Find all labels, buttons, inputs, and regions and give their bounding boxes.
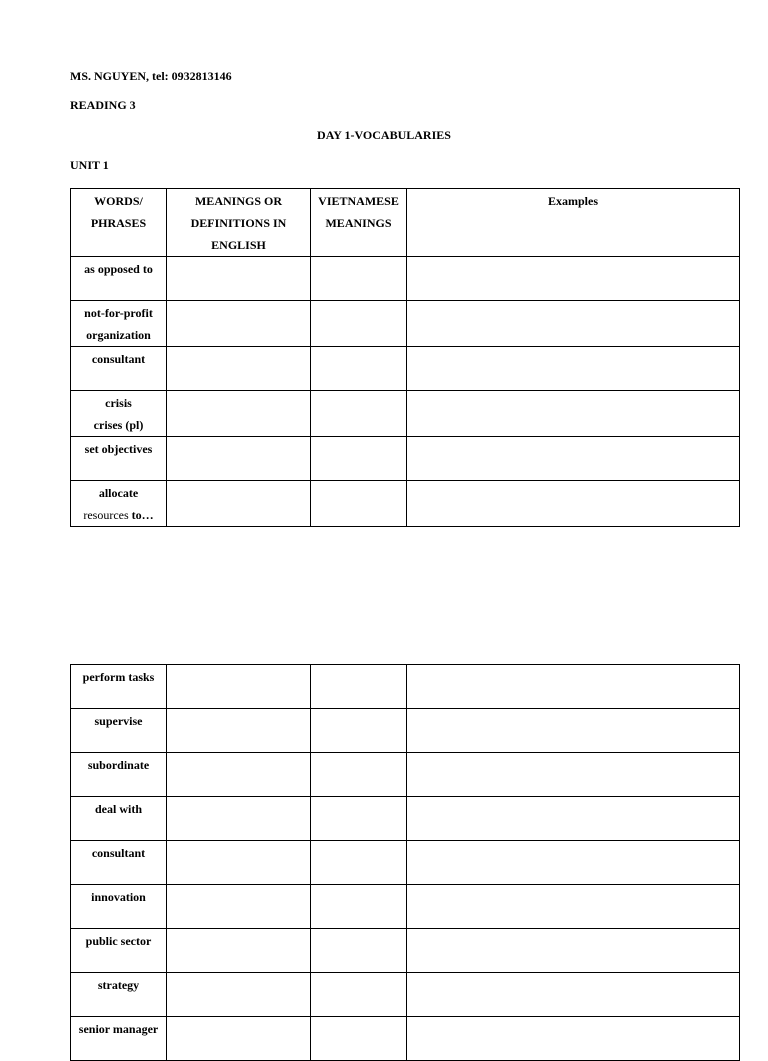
vietnamese-cell[interactable] [311,257,407,301]
example-cell[interactable] [407,665,740,709]
table-row [71,347,740,391]
word-cell: deal with [71,797,167,841]
meaning-cell[interactable] [167,797,311,841]
vietnamese-cell[interactable] [311,665,407,709]
word-text: as opposed to [84,262,153,276]
word-cell [71,391,167,437]
meaning-cell[interactable] [167,929,311,973]
table-row [71,973,740,1017]
vietnamese-cell[interactable] [311,347,407,391]
table-row [71,885,740,929]
word-text: not-for-profit [84,306,153,320]
table-row [71,1017,740,1061]
vietnamese-cell[interactable] [311,391,407,437]
column-header-vietnamese-meanings: VIETNAMESE MEANINGS [311,189,407,257]
example-cell[interactable] [407,481,740,527]
example-cell[interactable] [407,1017,740,1061]
vietnamese-cell[interactable] [311,1017,407,1061]
word-text: crisis [105,396,132,410]
day-title: DAY 1-VOCABULARIES [317,128,451,142]
word-text: crises (pl) [93,418,144,432]
word-cell: innovation [71,885,167,929]
vietnamese-cell[interactable] [311,841,407,885]
meaning-cell[interactable] [167,437,311,481]
word-cell [71,437,167,481]
column-header-words: WORDS/ PHRASES [71,189,167,257]
word-text: allocate [98,486,139,500]
word-text: resources [83,508,129,522]
example-cell[interactable] [407,301,740,347]
word-cell: strategy [71,973,167,1017]
table-row [71,929,740,973]
meaning-cell[interactable] [167,347,311,391]
word-cell: senior manager [71,1017,167,1061]
table-row [71,753,740,797]
table-row [71,797,740,841]
table-row [71,301,740,347]
vietnamese-cell[interactable] [311,885,407,929]
table-header-row [71,189,740,257]
vietnamese-cell[interactable] [311,481,407,527]
vietnamese-cell[interactable] [311,437,407,481]
teacher-contact: MS. NGUYEN, tel: 0932813146 [70,69,232,83]
word-cell [71,257,167,301]
example-cell[interactable] [407,437,740,481]
word-text: to… [131,508,154,522]
course-title: READING 3 [70,98,136,112]
unit-title: UNIT 1 [70,158,109,172]
vietnamese-cell[interactable] [311,797,407,841]
vocabulary-table-1 [70,188,740,527]
vietnamese-cell[interactable] [311,929,407,973]
word-cell: perform tasks [71,665,167,709]
meaning-cell[interactable] [167,481,311,527]
word-cell: public sector [71,929,167,973]
word-text: organization [86,328,151,342]
word-text: set objectives [84,442,153,456]
meaning-cell[interactable] [167,885,311,929]
word-cell: subordinate [71,753,167,797]
word-cell [71,347,167,391]
example-cell[interactable] [407,391,740,437]
meaning-cell[interactable] [167,257,311,301]
table-row [71,709,740,753]
table-row [71,481,740,527]
vietnamese-cell[interactable] [311,301,407,347]
vietnamese-cell[interactable] [311,709,407,753]
vocabulary-table-2 [70,664,740,1061]
table-row [71,391,740,437]
word-cell: supervise [71,709,167,753]
word-phrase-line [73,504,164,526]
example-cell[interactable] [407,841,740,885]
word-text: consultant [91,352,146,366]
meaning-cell[interactable] [167,841,311,885]
example-cell[interactable] [407,885,740,929]
example-cell[interactable] [407,973,740,1017]
vietnamese-cell[interactable] [311,973,407,1017]
column-header-examples: Examples [407,189,740,257]
meaning-cell[interactable] [167,753,311,797]
example-cell[interactable] [407,797,740,841]
example-cell[interactable] [407,257,740,301]
example-cell[interactable] [407,709,740,753]
column-header-english-meanings: MEANINGS OR DEFINITIONS IN ENGLISH [167,189,311,257]
vietnamese-cell[interactable] [311,753,407,797]
meaning-cell[interactable] [167,1017,311,1061]
word-cell: consultant [71,841,167,885]
meaning-cell[interactable] [167,391,311,437]
meaning-cell[interactable] [167,709,311,753]
example-cell[interactable] [407,929,740,973]
table-row [71,665,740,709]
table-row [71,437,740,481]
meaning-cell[interactable] [167,301,311,347]
table-row [71,257,740,301]
example-cell[interactable] [407,347,740,391]
table-row [71,841,740,885]
meaning-cell[interactable] [167,665,311,709]
meaning-cell[interactable] [167,973,311,1017]
word-cell [71,301,167,347]
example-cell[interactable] [407,753,740,797]
word-cell [71,481,167,527]
